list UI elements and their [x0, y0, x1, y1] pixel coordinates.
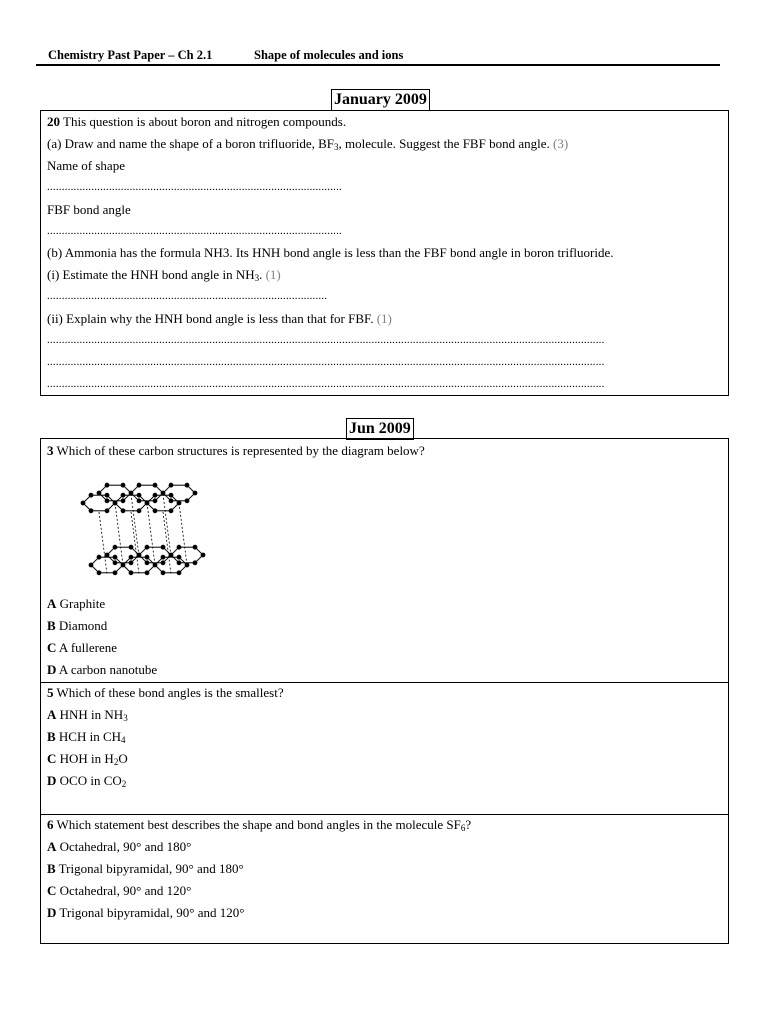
carbon-atom — [121, 563, 126, 568]
carbon-atom — [105, 498, 110, 503]
carbon-atom — [97, 570, 102, 575]
q5-prompt: 5 Which of these bond angles is the smallest? — [47, 685, 284, 700]
option-text: HCH in CH — [55, 729, 122, 744]
q5-option-c[interactable] — [47, 751, 128, 767]
carbon-atom — [153, 508, 158, 513]
carbon-atom — [161, 570, 166, 575]
section-title-jun-2009: Jun 2009 — [346, 418, 414, 440]
option-text-suffix: O — [118, 751, 128, 766]
carbon-atom — [121, 498, 126, 503]
carbon-atom — [113, 501, 118, 506]
jun-2009-questions-box — [40, 438, 729, 944]
option-text: Trigonal bipyramidal, 90° and 120° — [56, 905, 245, 920]
option-letter: A — [47, 596, 57, 611]
q20a-marks: (3) — [552, 136, 569, 151]
option-letter: B — [47, 861, 56, 876]
q3-option-c[interactable] — [47, 640, 117, 656]
option-subscript: 3 — [123, 713, 128, 723]
option-letter: A — [47, 839, 57, 854]
q20bi-prompt: (i) Estimate the HNH bond angle in $NH_3$. (1) — [47, 267, 281, 283]
carbon-atom — [153, 483, 158, 488]
q3-option-d[interactable] — [47, 662, 157, 678]
carbon-atom — [169, 553, 174, 558]
divider-q5-q6 — [41, 814, 728, 815]
q20bii-answer-line-3[interactable]: ............................................................................................................................................................................................. — [47, 379, 605, 389]
option-letter: D — [47, 662, 57, 677]
header-paper-title: Chemistry Past Paper – Ch 2.1 — [48, 48, 213, 62]
carbon-atom — [193, 545, 198, 550]
page-header — [36, 46, 720, 66]
q20-number: 20 — [47, 114, 60, 129]
carbon-atom — [137, 493, 142, 498]
option-text: Graphite — [56, 596, 106, 611]
option-letter: B — [47, 618, 56, 633]
carbon-atom — [145, 560, 150, 565]
q20bi-marks: (1) — [265, 267, 281, 282]
option-subscript: 4 — [121, 735, 126, 745]
q6-prompt: 6 Which statement best describes the shape and bond angles in the molecule $SF_6$? — [47, 817, 472, 833]
carbon-atom — [113, 545, 118, 550]
carbon-atom — [177, 555, 182, 560]
option-letter: C — [47, 883, 57, 898]
q20bii-answer-line-2[interactable]: ............................................................................................................................................................................................. — [47, 357, 605, 367]
carbon-atom — [121, 483, 126, 488]
q20-intro — [47, 114, 346, 130]
option-text: HOH in H — [56, 751, 114, 766]
carbon-atom — [137, 483, 142, 488]
q6-option-c[interactable] — [47, 883, 191, 899]
option-letter: D — [47, 773, 57, 788]
question-20-box — [40, 110, 729, 396]
carbon-atom — [121, 508, 126, 513]
carbon-atom — [161, 555, 166, 560]
q5-number: 5 — [47, 685, 54, 700]
option-text: Octahedral, 90° and 120° — [56, 883, 192, 898]
option-letter: B — [47, 729, 56, 744]
option-text: HNH in NH — [56, 707, 124, 722]
carbon-atom — [137, 508, 142, 513]
carbon-atom — [105, 553, 110, 558]
carbon-atom — [129, 560, 134, 565]
carbon-atom — [185, 498, 190, 503]
q3-option-a[interactable] — [47, 596, 105, 612]
carbon-atom — [105, 483, 110, 488]
q20bi-answer-line[interactable]: ............................................................................................... — [47, 291, 328, 301]
graphite-structure-diagram — [63, 471, 223, 589]
q6-number: 6 — [47, 817, 54, 832]
carbon-atom — [145, 545, 150, 550]
carbon-atom — [113, 570, 118, 575]
q20bii-answer-line-1[interactable]: ............................................................................................................................................................................................. — [47, 335, 605, 345]
carbon-atom — [113, 555, 118, 560]
option-letter: D — [47, 905, 57, 920]
fbf-bond-angle-label: FBF bond angle — [47, 202, 131, 217]
carbon-atom — [169, 483, 174, 488]
q3-number: 3 — [47, 443, 54, 458]
option-text: Diamond — [55, 618, 108, 633]
q20a-prompt: (a) Draw and name the shape of a boron trifluoride, $BF_3$, molecule. Suggest the FBF bond angle. (3) — [47, 136, 569, 152]
carbon-atom — [121, 493, 126, 498]
section-title-jan-2009: January 2009 — [331, 89, 430, 111]
option-text: Octahedral, 90° and 180° — [56, 839, 192, 854]
option-text: Trigonal bipyramidal, 90° and 180° — [55, 861, 244, 876]
carbon-atom — [153, 563, 158, 568]
carbon-atom — [201, 553, 206, 558]
q5-option-d[interactable] — [47, 773, 126, 789]
fbf-bond-angle-answer-line[interactable]: .................................................................................................... — [47, 226, 342, 236]
carbon-atom — [89, 563, 94, 568]
carbon-atom — [145, 501, 150, 506]
carbon-atom — [81, 501, 86, 506]
q3-prompt: 3 Which of these carbon structures is represented by the diagram below? — [47, 443, 425, 458]
carbon-atom — [145, 555, 150, 560]
q6-option-a[interactable] — [47, 839, 191, 855]
carbon-atom — [177, 560, 182, 565]
option-subscript: 2 — [121, 779, 127, 789]
carbon-atom — [153, 498, 158, 503]
q6-option-b[interactable] — [47, 861, 244, 877]
option-subscript: 2 — [113, 757, 119, 767]
option-text: A carbon nanotube — [56, 662, 158, 677]
carbon-atom — [89, 493, 94, 498]
option-text: OCO in CO — [56, 773, 122, 788]
carbon-atom — [89, 508, 94, 513]
option-letter: C — [47, 751, 57, 766]
option-letter: A — [47, 707, 57, 722]
carbon-atom — [105, 493, 110, 498]
carbon-atom — [153, 493, 158, 498]
q20b-prompt: (b) Ammonia has the formula NH3. Its HNH bond angle is less than the FBF bond angle in boron trifluoride. — [47, 245, 614, 260]
carbon-atom — [193, 491, 198, 496]
carbon-atom — [169, 508, 174, 513]
carbon-atom — [193, 560, 198, 565]
carbon-atom — [161, 491, 166, 496]
carbon-atom — [97, 555, 102, 560]
carbon-atom — [169, 493, 174, 498]
carbon-atom — [145, 570, 150, 575]
q5-option-a[interactable] — [47, 707, 128, 723]
name-of-shape-answer-line[interactable]: .................................................................................................... — [47, 182, 342, 192]
carbon-atom — [129, 491, 134, 496]
carbon-atom — [129, 545, 134, 550]
option-letter: C — [47, 640, 57, 655]
carbon-atom — [177, 570, 182, 575]
q20-intro-text: This question is about boron and nitrogen compounds. — [63, 114, 347, 129]
carbon-atom — [137, 498, 142, 503]
carbon-atom — [177, 501, 182, 506]
carbon-atom — [105, 508, 110, 513]
carbon-atom — [177, 545, 182, 550]
carbon-atom — [185, 563, 190, 568]
q6-option-d[interactable] — [47, 905, 244, 921]
header-topic: Shape of molecules and ions — [254, 48, 404, 62]
carbon-atom — [129, 555, 134, 560]
carbon-atom — [161, 560, 166, 565]
option-text: A fullerene — [56, 640, 118, 655]
carbon-atom — [169, 498, 174, 503]
carbon-atom — [97, 491, 102, 496]
carbon-atom — [185, 483, 190, 488]
carbon-atom — [129, 570, 134, 575]
q20bii-prompt: (ii) Explain why the HNH bond angle is less than that for FBF. (1) — [47, 311, 392, 326]
name-of-shape-label: Name of shape — [47, 158, 125, 173]
carbon-atom — [137, 553, 142, 558]
q20bii-marks: (1) — [376, 311, 392, 326]
q3-option-b[interactable] — [47, 618, 107, 634]
interlayer-force-line — [99, 512, 107, 574]
q5-option-b[interactable] — [47, 729, 126, 745]
divider-q3-q5 — [41, 682, 728, 683]
carbon-atom — [161, 545, 166, 550]
carbon-atom — [113, 560, 118, 565]
